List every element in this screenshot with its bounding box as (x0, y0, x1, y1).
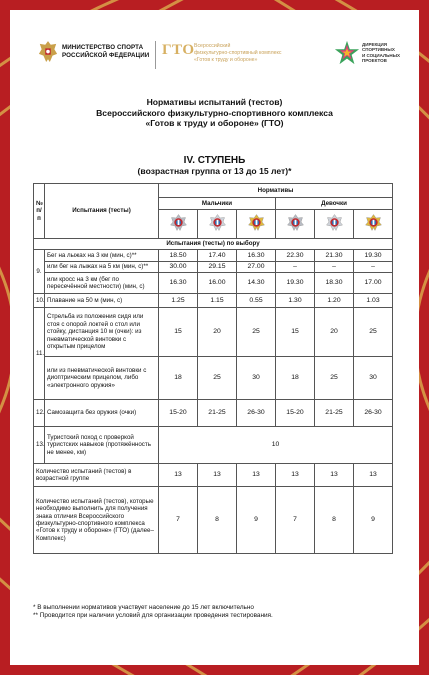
value-cell: 13 (354, 464, 393, 487)
row-num: 13. (34, 427, 45, 464)
value-cell: 16.30 (237, 250, 276, 262)
value-cell: 19.30 (276, 273, 315, 294)
col-header-boys: Мальчики (159, 198, 276, 210)
directorate-line3: И СОЦИАЛЬНЫХ (362, 52, 400, 58)
gto-description (194, 43, 281, 63)
value-cell: 30 (354, 357, 393, 400)
table-row (34, 262, 393, 273)
table-row (34, 357, 393, 400)
value-cell: 9 (237, 487, 276, 554)
value-cell: 1.03 (354, 294, 393, 308)
test-name: Количество испытаний (тестов), которые необходимо выполнить для получения знака отличия Всероссийского физкультурно-спортивного комплекса «Готов к труду и обороне» (ГТО) (далее–Комплекс) (34, 487, 159, 554)
directorate-line2: СПОРТИВНЫХ (362, 47, 395, 53)
stage-age-group: (возрастная группа от 13 до 15 лет)* (137, 166, 292, 176)
row-num: 10. (34, 294, 45, 308)
badge-silver-icon (209, 214, 226, 231)
value-cell: 26-30 (237, 400, 276, 427)
col-header-norms: Нормативы (159, 184, 393, 198)
directorate-star-logo-icon (334, 40, 360, 66)
value-cell: 26-30 (354, 400, 393, 427)
table-row (34, 273, 393, 294)
test-name: или кросс на 3 км (бег по пересечённой местности) (мин, с) (45, 273, 159, 294)
document-title (0, 97, 429, 129)
badge-cell (276, 210, 315, 239)
badge-cell (198, 210, 237, 239)
value-cell: 13 (315, 464, 354, 487)
value-cell: 18.50 (159, 250, 198, 262)
badge-gold-icon (248, 214, 265, 231)
gto-line3: «Готов к труду и обороне» (194, 56, 258, 63)
badge-silver-icon (326, 214, 343, 231)
test-name: Бег на лыжах на 3 км (мин, с)** (45, 250, 159, 262)
footnote-1: * В выполнении нормативов участвует население до 15 лет включительно (33, 604, 254, 611)
value-cell: 29.15 (198, 262, 237, 273)
ministry-emblem-icon (38, 40, 58, 64)
ministry-line1: МИНИСТЕРСТВО СПОРТА (62, 44, 144, 51)
table-row (34, 294, 393, 308)
test-name: Туристский поход с проверкой туристских навыков (протяжённость не менее, км) (45, 427, 159, 464)
test-name: Стрельба из положения сидя или стоя с опорой локтей о стол или стойку, дистанция 10 м (очки): из пневматической винтовки с открытым прицелом (45, 308, 159, 357)
value-cell: 15 (159, 308, 198, 357)
value-cell: 8 (198, 487, 237, 554)
value-cell: 21-25 (198, 400, 237, 427)
norms-table (33, 183, 393, 554)
value-cell: 17.00 (354, 273, 393, 294)
footnotes (33, 604, 273, 620)
value-cell: 25 (315, 357, 354, 400)
value-cell: 13 (237, 464, 276, 487)
test-name: или из пневматической винтовки с диоптрическим прицелом, либо «электронного оружия» (45, 357, 159, 400)
col-header-tests: Испытания (тесты) (45, 184, 159, 239)
gto-line1: Всероссийский (194, 43, 231, 49)
value-cell: 18.30 (315, 273, 354, 294)
value-cell: 30 (237, 357, 276, 400)
optional-tests-header: Испытания (тесты) по выбору (34, 239, 393, 250)
test-name: Количество испытаний (тестов) в возрастной группе (34, 464, 159, 487)
value-cell: – (354, 262, 393, 273)
badge-bronze-icon (170, 214, 187, 231)
badge-bronze-icon (287, 214, 304, 231)
value-cell: 25 (198, 357, 237, 400)
title-line2: Всероссийского физкультурно-спортивного комплекса (96, 107, 333, 118)
value-cell: 15-20 (159, 400, 198, 427)
test-name: Самозащита без оружия (очки) (45, 400, 159, 427)
value-cell: 9 (354, 487, 393, 554)
ministry-line2: РОССИЙСКОЙ ФЕДЕРАЦИИ (62, 51, 150, 59)
value-cell: 1.25 (159, 294, 198, 308)
value-cell: 8 (315, 487, 354, 554)
value-cell: 25 (354, 308, 393, 357)
footnote-2: ** Проводится при наличии условий для организации проведения тестирования. (33, 612, 273, 619)
gto-line2: физкультурно-спортивный комплекс (194, 49, 282, 56)
value-cell: 1.20 (315, 294, 354, 308)
value-cell: 13 (198, 464, 237, 487)
ministry-name (62, 44, 149, 59)
badge-cell (354, 210, 393, 239)
value-cell: – (276, 262, 315, 273)
table-row (34, 427, 393, 464)
value-cell: – (315, 262, 354, 273)
value-cell: 17.40 (198, 250, 237, 262)
test-name: Плавание на 50 м (мин, с) (45, 294, 159, 308)
badge-gold-icon (365, 214, 382, 231)
table-row (34, 308, 393, 357)
row-num: 9. (34, 250, 45, 294)
value-cell: 16.30 (159, 273, 198, 294)
value-cell: 27.00 (237, 262, 276, 273)
value-cell: 15 (276, 308, 315, 357)
value-cell: 20 (198, 308, 237, 357)
value-cell: 13 (159, 464, 198, 487)
gto-logo: ГТО (162, 42, 195, 58)
value-cell: 13 (276, 464, 315, 487)
table-row (34, 464, 393, 487)
value-cell: 20 (315, 308, 354, 357)
badge-cell (315, 210, 354, 239)
value-cell: 16.00 (198, 273, 237, 294)
value-cell: 1.15 (198, 294, 237, 308)
col-header-num: № п/п (34, 184, 45, 239)
value-cell: 22.30 (276, 250, 315, 262)
title-line3: «Готов к труду и обороне» (ГТО) (145, 118, 284, 128)
value-cell: 30.00 (159, 262, 198, 273)
value-cell: 10 (159, 427, 393, 464)
value-cell: 7 (159, 487, 198, 554)
row-num: 12. (34, 400, 45, 427)
table-row (34, 250, 393, 262)
badge-cell (237, 210, 276, 239)
value-cell: 7 (276, 487, 315, 554)
value-cell: 18 (159, 357, 198, 400)
directorate-line4: ПРОЕКТОВ (362, 58, 387, 64)
value-cell: 19.30 (354, 250, 393, 262)
header-divider (155, 41, 156, 69)
value-cell: 18 (276, 357, 315, 400)
value-cell: 21.30 (315, 250, 354, 262)
value-cell: 0.55 (237, 294, 276, 308)
directorate-line1: ДИРЕКЦИЯ (362, 42, 387, 47)
table-row (34, 487, 393, 554)
row-num: 11. (34, 308, 45, 400)
stage-title: IV. СТУПЕНЬ (183, 155, 246, 166)
title-line1: Нормативы испытаний (тестов) (146, 97, 283, 107)
value-cell: 14.30 (237, 273, 276, 294)
value-cell: 21-25 (315, 400, 354, 427)
col-header-girls: Девочки (276, 198, 393, 210)
badge-cell (159, 210, 198, 239)
value-cell: 15-20 (276, 400, 315, 427)
directorate-name (362, 42, 400, 64)
value-cell: 1.30 (276, 294, 315, 308)
value-cell: 25 (237, 308, 276, 357)
table-row (34, 400, 393, 427)
test-name: или бег на лыжах на 5 км (мин, с)** (45, 262, 159, 273)
